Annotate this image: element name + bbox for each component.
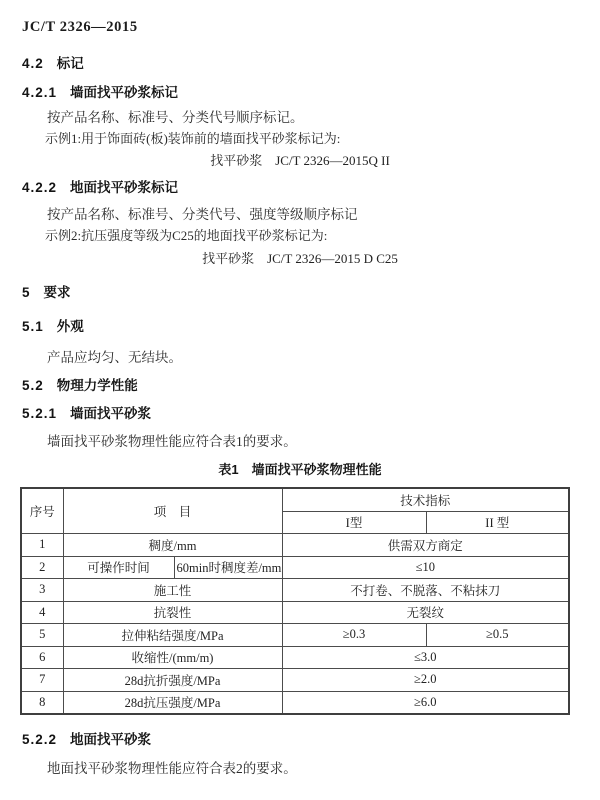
paragraph-marking-floor: 按产品名称、标准号、分类代号、强度等级顺序标记 [47, 207, 358, 222]
example2-value: 找平砂浆 JC/T 2326—2015 D C25 [202, 251, 398, 266]
heading-number: 5.2.2 [22, 732, 58, 747]
cell-value-type2: ≥0.5 [426, 624, 569, 647]
section-heading-4-2 [22, 52, 84, 72]
heading-title: 要求 [43, 285, 71, 300]
section-heading-5-2 [22, 374, 138, 394]
cell-serial: 2 [21, 556, 63, 579]
cell-item-sub-a: 可操作时间 [63, 556, 174, 579]
cell-value: 不打卷、不脱落、不粘抹刀 [282, 579, 569, 602]
paragraph-wall-performance: 墙面找平砂浆物理性能应符合表1的要求。 [47, 434, 297, 449]
table-row [21, 556, 569, 579]
heading-title: 墙面找平砂浆标记 [70, 85, 179, 100]
example1-intro: 示例1:用于饰面砖(板)装饰前的墙面找平砂浆标记为: [45, 131, 341, 146]
cell-item: 收缩性/(mm/m) [63, 646, 282, 669]
cell-value: 供需双方商定 [282, 534, 569, 557]
section-heading-5-2-2 [22, 728, 151, 748]
paragraph-floor-performance: 地面找平砂浆物理性能应符合表2的要求。 [47, 761, 297, 776]
heading-number: 4.2.2 [22, 180, 58, 195]
cell-serial: 6 [21, 646, 63, 669]
heading-title: 墙面找平砂浆 [70, 406, 152, 421]
cell-item-sub-b: 60min时稠度差/mm [174, 556, 282, 579]
section-heading-4-2-1 [22, 81, 178, 101]
heading-number: 5 [22, 285, 31, 300]
cell-serial: 4 [21, 601, 63, 624]
heading-number: 4.2.1 [22, 85, 58, 100]
table1-wall-mortar-physical-properties [20, 487, 570, 715]
table-row [21, 646, 569, 669]
table1-caption: 表1 墙面找平砂浆物理性能 [218, 462, 382, 477]
header-cell-spec: 技术指标 [282, 488, 569, 511]
cell-item: 28d抗压强度/MPa [63, 691, 282, 714]
table-header-row [21, 488, 569, 511]
cell-item: 施工性 [63, 579, 282, 602]
heading-number: 5.2.1 [22, 406, 58, 421]
header-cell-serial: 序号 [21, 488, 63, 534]
cell-value: 无裂纹 [282, 601, 569, 624]
header-cell-type2: II 型 [426, 511, 569, 534]
cell-item: 拉伸粘结强度/MPa [63, 624, 282, 647]
cell-serial: 8 [21, 691, 63, 714]
cell-value: ≥2.0 [282, 669, 569, 692]
cell-value: ≥6.0 [282, 691, 569, 714]
cell-value: ≤3.0 [282, 646, 569, 669]
table-row [21, 534, 569, 557]
table-row [21, 601, 569, 624]
example1-value: 找平砂浆 JC/T 2326—2015Q II [210, 153, 390, 168]
cell-serial: 3 [21, 579, 63, 602]
paragraph-marking-wall: 按产品名称、标准号、分类代号顺序标记。 [47, 110, 304, 125]
section-heading-4-2-2 [22, 176, 178, 196]
section-heading-5-2-1 [22, 402, 151, 422]
cell-serial: 1 [21, 534, 63, 557]
heading-number: 5.1 [22, 319, 44, 334]
heading-title: 标记 [56, 56, 84, 71]
cell-value: ≤10 [282, 556, 569, 579]
table-row [21, 624, 569, 647]
heading-number: 4.2 [22, 56, 44, 71]
example2-intro: 示例2:抗压强度等级为C25的地面找平砂浆标记为: [45, 228, 328, 243]
doc-number: JC/T 2326—2015 [22, 19, 138, 35]
heading-number: 5.2 [22, 378, 44, 393]
header-cell-type1: I型 [282, 511, 426, 534]
section-heading-5 [22, 281, 71, 301]
cell-item: 28d抗折强度/MPa [63, 669, 282, 692]
heading-title: 物理力学性能 [56, 378, 138, 393]
cell-item: 稠度/mm [63, 534, 282, 557]
cell-value-type1: ≥0.3 [282, 624, 426, 647]
table-row [21, 691, 569, 714]
heading-title: 地面找平砂浆标记 [70, 180, 179, 195]
heading-title: 地面找平砂浆 [70, 732, 152, 747]
paragraph-appearance: 产品应均匀、无结块。 [47, 350, 182, 365]
table-row [21, 579, 569, 602]
heading-title: 外观 [56, 319, 84, 334]
section-heading-5-1 [22, 315, 84, 335]
cell-item: 抗裂性 [63, 601, 282, 624]
cell-serial: 7 [21, 669, 63, 692]
header-cell-item: 项 目 [63, 488, 282, 534]
table-row [21, 669, 569, 692]
cell-serial: 5 [21, 624, 63, 647]
